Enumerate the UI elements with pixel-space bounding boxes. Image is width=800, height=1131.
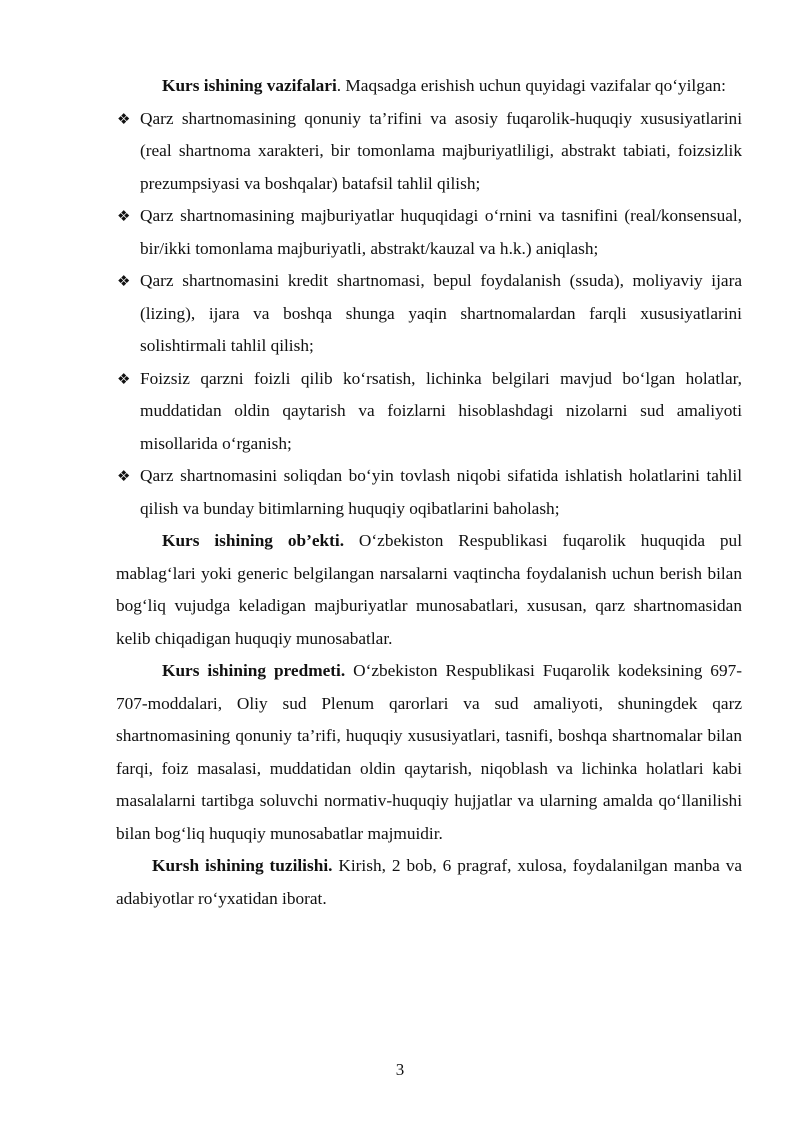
list-item bbox=[116, 265, 742, 363]
page-number: 3 bbox=[395, 1060, 405, 1079]
list-item-text: Qarz shartnomasining qonuniy ta’rifini va asosiy fuqarolik-huquqiy xususiyatlarini (real shartnoma xarakteri, bir tomonlama majburiyatliligi, abstrakt tabiati, foizsizlik prezumpsiyasi va boshqalar) batafsil tahlil qilish; bbox=[140, 108, 742, 193]
tasks-intro-paragraph bbox=[116, 70, 742, 103]
list-item-text: Foizsiz qarzni foizli qilib ko‘rsatish, lichinka belgilari mavjud bo‘lgan holatlar, muddatidan oldin qaytarish va foizlarni hisoblashdagi nizolarni sud amaliyoti misollarida o‘rganish; bbox=[140, 368, 742, 453]
diamond-bullet-icon: ❖ bbox=[117, 207, 131, 225]
list-item-text: Qarz shartnomasini soliqdan bo‘yin tovlash niqobi sifatida ishlatish holatlarini tahlil qilish va bunday bitimlarning huquqiy oqibatlarini baholash; bbox=[140, 466, 742, 518]
object-heading: Kurs ishining ob’ekti. bbox=[162, 531, 345, 550]
list-item bbox=[116, 363, 742, 461]
object-paragraph bbox=[116, 525, 742, 655]
subject-paragraph bbox=[116, 655, 742, 850]
list-item bbox=[116, 200, 742, 265]
list-item-text: Qarz shartnomasining majburiyatlar huquqidagi o‘rnini va tasnifini (real/konsensual, bir/ikki tomonlama majburiyatli, abstrakt/kauzal va h.k.) aniqlash; bbox=[140, 206, 742, 258]
diamond-bullet-icon: ❖ bbox=[117, 369, 131, 388]
structure-paragraph bbox=[116, 850, 742, 915]
list-item bbox=[116, 103, 742, 201]
diamond-bullet-icon: ❖ bbox=[117, 467, 131, 485]
subject-text: O‘zbekiston Respublikasi Fuqarolik kodeksining 697-707-moddalari, Oliy sud Plenum qarorlari va sud amaliyoti, shuningdek qarz shartnomasining qonuniy ta’rifi, huquqiy xususiyatlari, tasnifi, boshqa shartnomalar bilan farqi, foiz masalasi, muddatidan oldin qaytarish, niqoblash va lichinka holatlari kabi masalalarni tartibga soluvchi normativ-huquqiy hujjatlar va ularning amalda qo‘llanilishi bilan bog‘liq huquqiy munosabatlar majmuidir. bbox=[116, 661, 742, 843]
list-item-text: Qarz shartnomasini kredit shartnomasi, bepul foydalanish (ssuda), moliyaviy ijara (lizing), ijara va boshqa shunga yaqin shartnomalardan farqli xususiyatlarini solishtirmali tahlil qilish; bbox=[140, 271, 742, 355]
diamond-bullet-icon: ❖ bbox=[117, 109, 131, 128]
structure-text: Kirish, 2 bob, 6 pragraf, xulosa, foydalanilgan manba va adabiyotlar ro‘yxatidan iborat. bbox=[116, 856, 743, 908]
tasks-list bbox=[116, 103, 742, 526]
diamond-bullet-icon: ❖ bbox=[117, 272, 131, 290]
document-page bbox=[116, 70, 742, 915]
object-text: O‘zbekiston Respublikasi fuqarolik huquqida pul mablag‘lari yoki generic belgilangan narsalarni vaqtincha foydalanish uchun berish bilan bog‘liq vujudga keladigan majburiyatlar munosabatlari, xususan, qarz shartnomasidan kelib chiqadigan huquqiy munosabatlar. bbox=[116, 531, 742, 648]
structure-heading: Kursh ishining tuzilishi. bbox=[152, 856, 333, 875]
tasks-intro-text: . Maqsadga erishish uchun quyidagi vazifalar qo‘yilgan: bbox=[336, 76, 726, 95]
tasks-heading: Kurs ishining vazifalari bbox=[162, 76, 337, 95]
subject-heading: Kurs ishining predmeti. bbox=[162, 661, 346, 680]
list-item bbox=[116, 460, 742, 525]
